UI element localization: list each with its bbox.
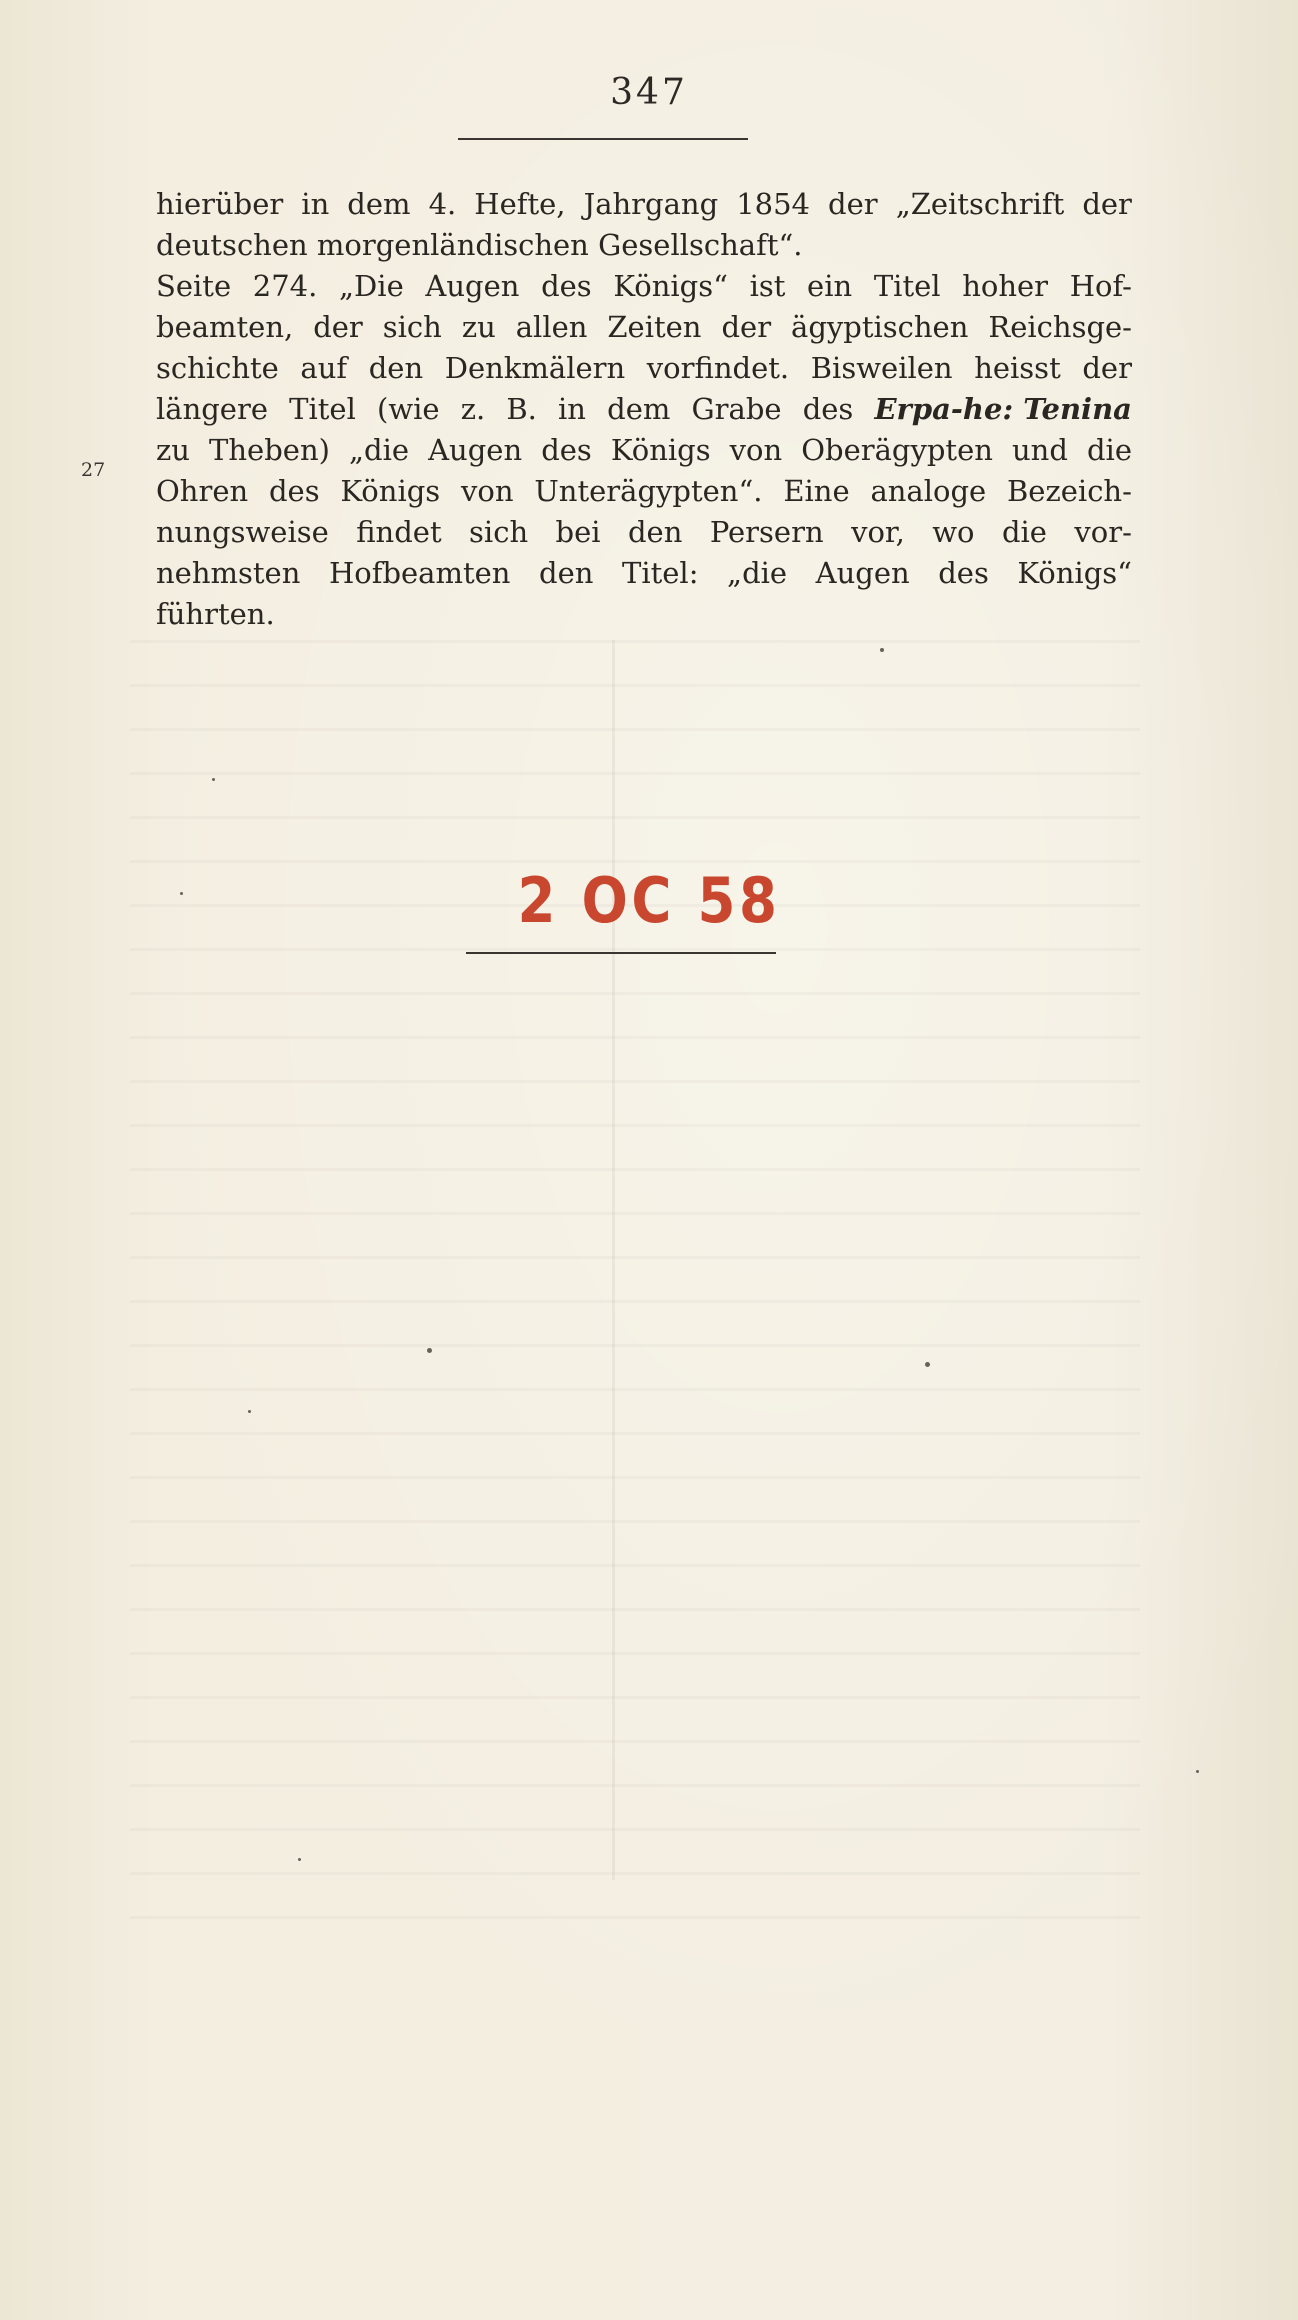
word: zu	[156, 433, 190, 467]
text-line	[156, 266, 1132, 307]
word: ist	[749, 269, 786, 303]
word: B.	[506, 392, 537, 426]
word: Bisweilen	[810, 351, 953, 385]
word: Titel:	[622, 556, 699, 590]
text-line	[156, 184, 1132, 225]
closing-rule	[466, 952, 776, 954]
word: findet	[356, 515, 442, 549]
word: dem	[347, 187, 411, 221]
word: Grabe	[691, 392, 782, 426]
word: des	[268, 474, 320, 508]
word: nungsweise	[156, 515, 329, 549]
word: längere	[156, 392, 268, 426]
page-number: 347	[610, 72, 688, 113]
footnote-marker: 27	[81, 459, 106, 481]
word: 4.	[428, 187, 457, 221]
show-through-gutter	[612, 640, 615, 1880]
word: ein	[807, 269, 853, 303]
word: nehmsten	[156, 556, 301, 590]
word: den	[627, 515, 683, 549]
word: Eine	[783, 474, 850, 508]
word: beamten,	[156, 310, 294, 344]
word: in	[301, 187, 330, 221]
speck	[1196, 1770, 1199, 1773]
word: deutschen morgenländischen Gesellschaft“.	[156, 228, 803, 262]
word: der	[1082, 187, 1132, 221]
speck	[925, 1362, 930, 1367]
word: des	[541, 433, 592, 467]
word: der	[313, 310, 363, 344]
speck	[427, 1348, 432, 1353]
word: „die	[349, 433, 410, 467]
word: Königs“	[613, 269, 728, 303]
word: heisst	[974, 351, 1061, 385]
word: analoge	[870, 474, 987, 508]
word: Augen	[815, 556, 910, 590]
word: Theben)	[209, 433, 330, 467]
word: vor-	[1074, 515, 1132, 549]
word: und	[1012, 433, 1068, 467]
word: Hof-	[1069, 269, 1132, 303]
word: 1854	[736, 187, 810, 221]
word: hierüber	[156, 187, 284, 221]
body-text	[81, 184, 1132, 635]
word: vor,	[851, 515, 905, 549]
word: von	[461, 474, 514, 508]
word: des	[938, 556, 989, 590]
word: „Die	[339, 269, 404, 303]
word: hoher	[962, 269, 1049, 303]
text-line	[156, 512, 1132, 553]
word: Jahrgang	[583, 187, 719, 221]
word: von	[729, 433, 783, 467]
speck	[298, 1858, 301, 1861]
word: Denkmälern	[444, 351, 626, 385]
show-through-texture	[130, 640, 1140, 1920]
text-line	[156, 389, 1132, 430]
header-rule	[458, 138, 748, 140]
word: Zeiten	[607, 310, 702, 344]
word: sich	[469, 515, 529, 549]
word: der	[828, 187, 878, 221]
word: (wie	[377, 392, 440, 426]
word: Seite	[156, 269, 232, 303]
word: die	[1086, 433, 1132, 467]
footnote-marker-holder	[81, 456, 121, 486]
text-line	[156, 471, 1132, 512]
word: Königs	[610, 433, 711, 467]
word: des	[802, 392, 854, 426]
word: ägyptischen	[791, 310, 969, 344]
word: allen	[515, 310, 588, 344]
word: vorfindet.	[646, 351, 790, 385]
word: den	[539, 556, 594, 590]
word: der	[721, 310, 772, 344]
text-line	[156, 594, 1132, 635]
speck	[248, 1410, 251, 1413]
word: Augen	[428, 433, 523, 467]
speck	[212, 778, 215, 781]
word: in	[558, 392, 586, 426]
speck	[880, 648, 884, 652]
italic-name: Erpa-he: Tenina	[874, 392, 1132, 426]
text-line	[156, 307, 1132, 348]
word: Augen	[425, 269, 520, 303]
word: Oberägypten	[801, 433, 993, 467]
word	[874, 389, 1132, 430]
word: den	[368, 351, 424, 385]
word: des	[541, 269, 592, 303]
word: Titel	[289, 392, 356, 426]
text-line	[156, 348, 1132, 389]
text-line	[156, 225, 1132, 266]
text-line	[156, 553, 1132, 594]
word: zu	[461, 310, 496, 344]
word: sich	[382, 310, 442, 344]
word: Titel	[873, 269, 941, 303]
text-line	[156, 430, 1132, 471]
word: „die	[727, 556, 788, 590]
word: Königs	[340, 474, 441, 508]
word: dem	[607, 392, 671, 426]
word: die	[1001, 515, 1047, 549]
word: Hofbeamten	[328, 556, 511, 590]
word: Reichsge-	[988, 310, 1132, 344]
word: Bezeich-	[1007, 474, 1132, 508]
library-stamp: 2 OC 58	[517, 864, 781, 937]
word: Königs“	[1017, 556, 1132, 590]
word: wo	[932, 515, 975, 549]
word: Hefte,	[474, 187, 566, 221]
word: Ohren	[156, 474, 249, 508]
speck	[180, 892, 183, 895]
word: der	[1082, 351, 1132, 385]
word: bei	[555, 515, 601, 549]
word: 274.	[252, 269, 318, 303]
word: Persern	[709, 515, 824, 549]
text-lines	[156, 184, 1132, 635]
word: Unterägypten“.	[534, 474, 763, 508]
word: z.	[460, 392, 486, 426]
word: „Zeitschrift	[895, 187, 1065, 221]
word: führten.	[156, 597, 275, 631]
word: auf	[300, 351, 348, 385]
word: schichte	[156, 351, 279, 385]
